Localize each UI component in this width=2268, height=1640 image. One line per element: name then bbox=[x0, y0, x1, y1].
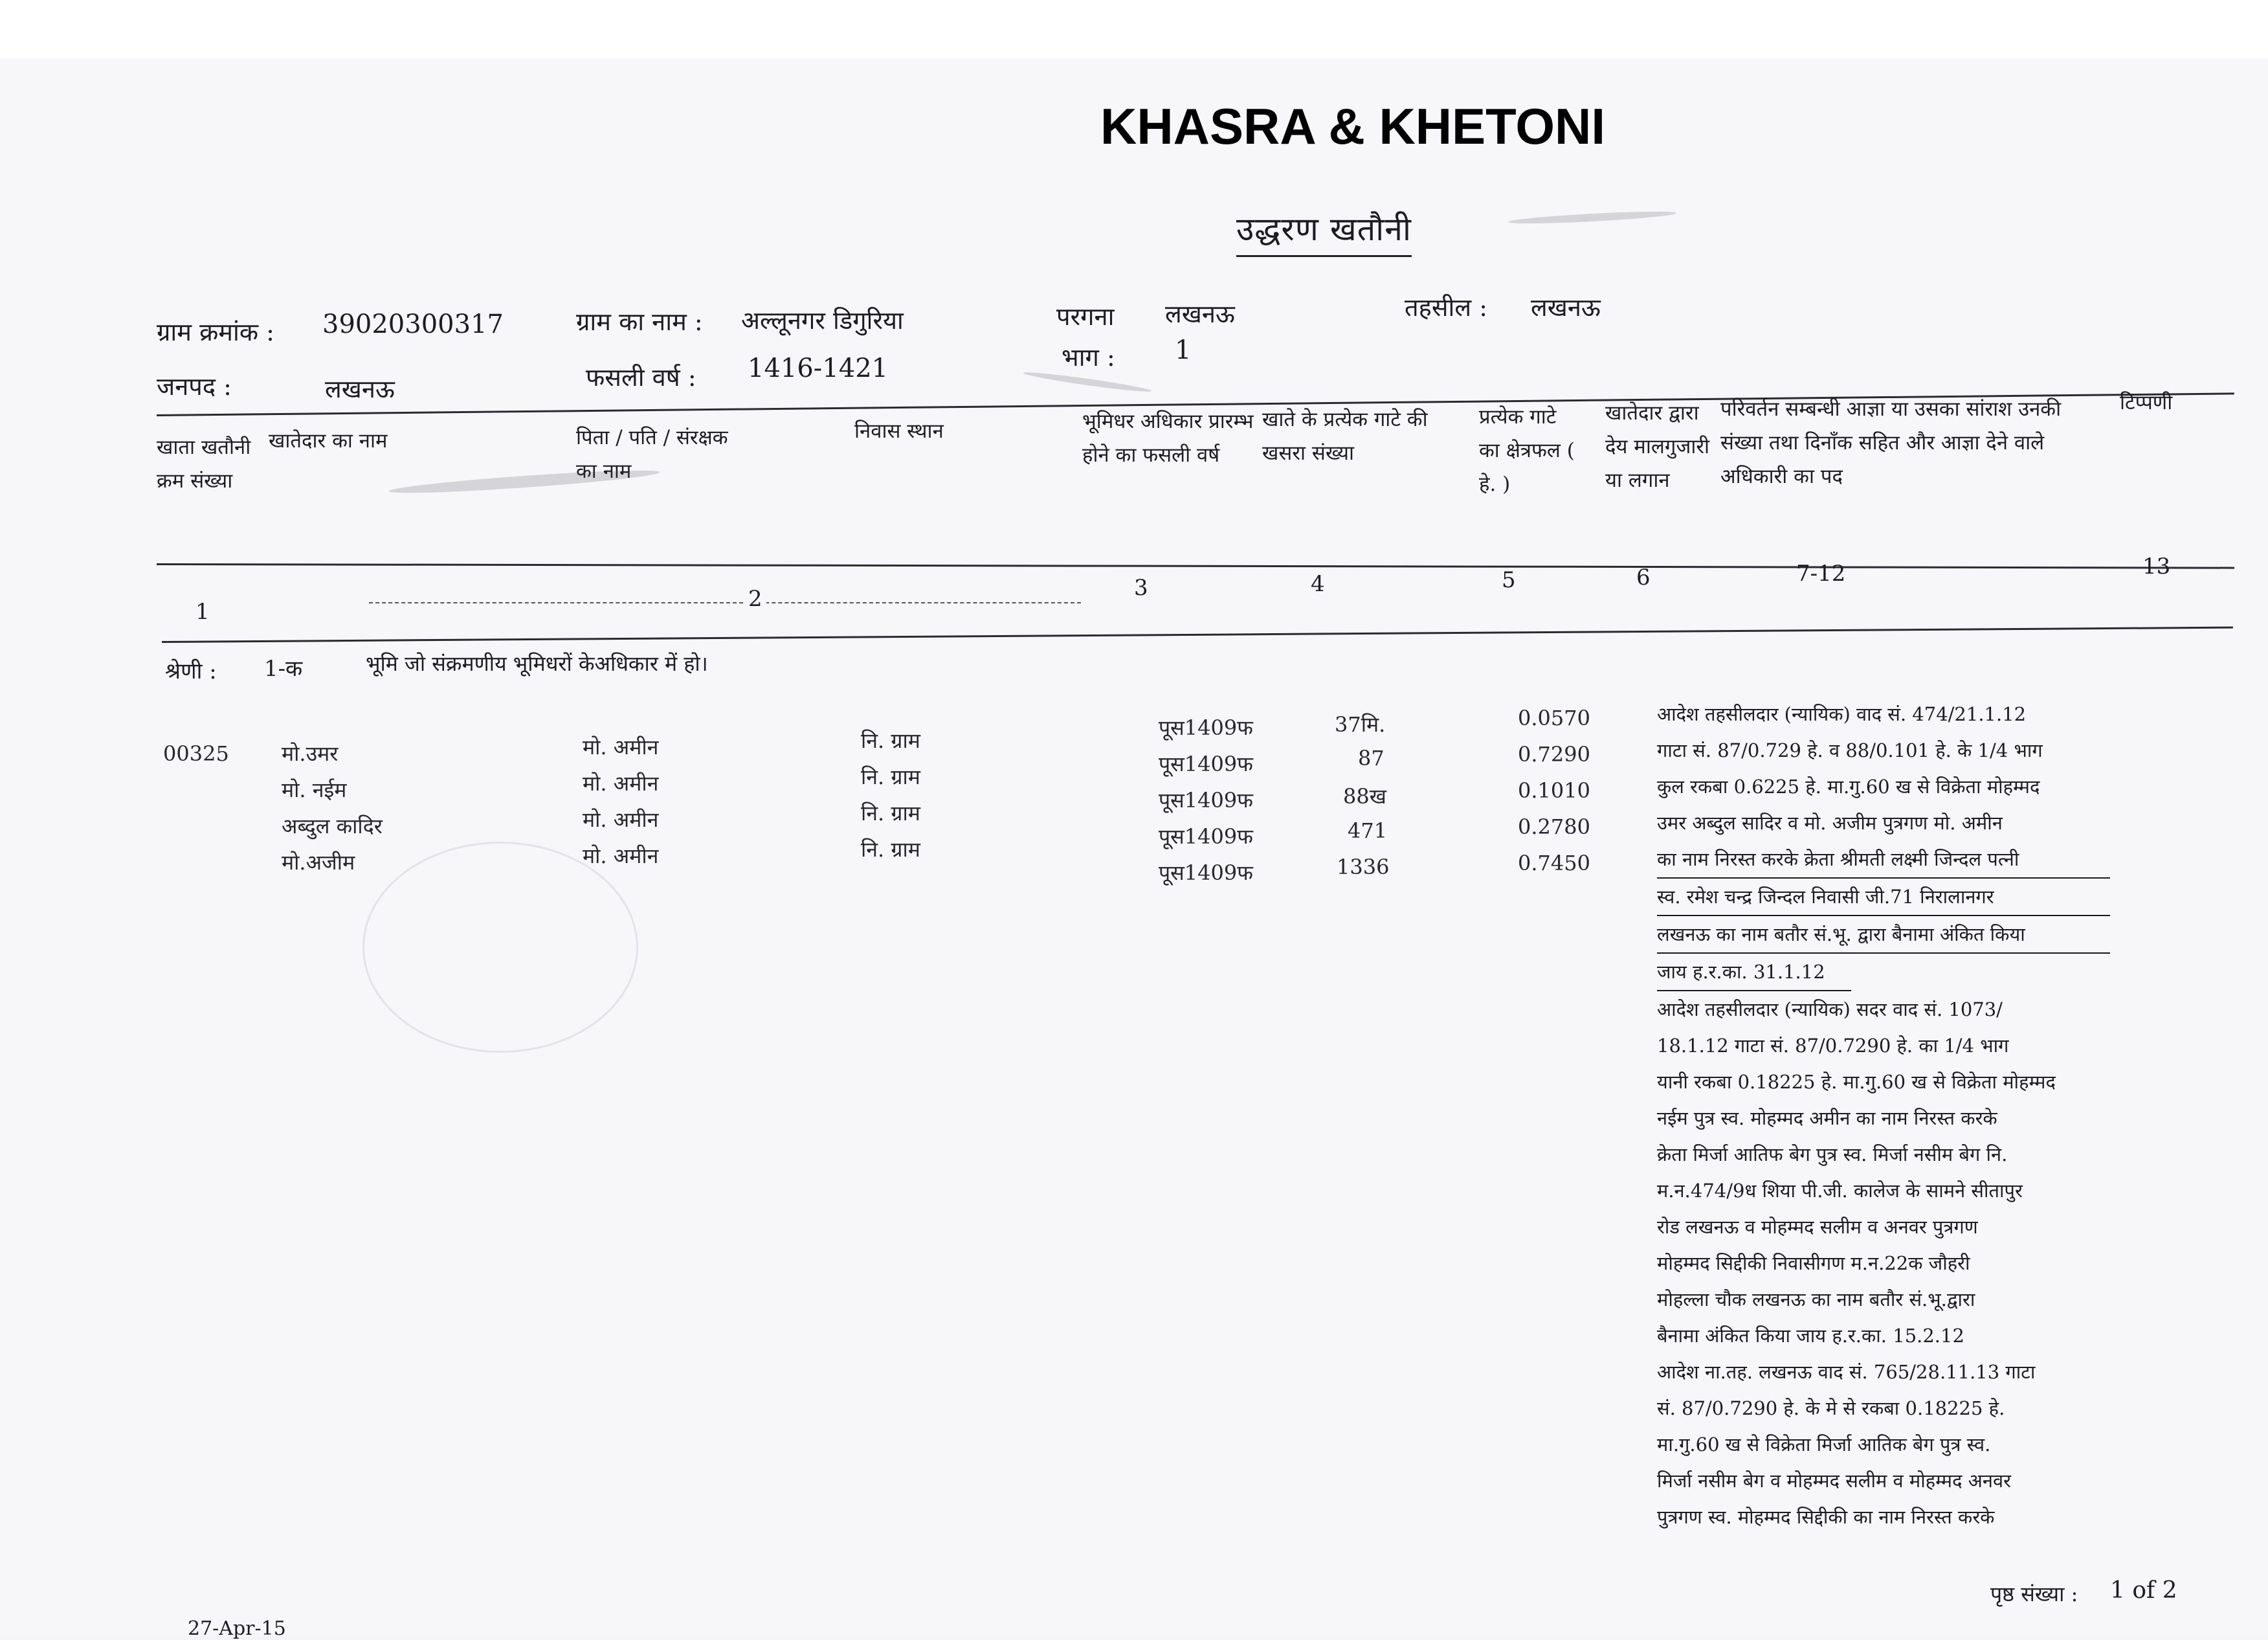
order-line: कुल रकबा 0.6225 हे. मा.गु.60 ख से विक्रेता मोहम्मद bbox=[1657, 776, 2040, 798]
order-line: गाटा सं. 87/0.729 हे. व 88/0.101 हे. के 1/4 भाग bbox=[1657, 739, 2043, 761]
plot-khasra-5: 1336 bbox=[1337, 855, 1390, 879]
janpad-value: लखनऊ bbox=[325, 375, 395, 403]
category-code: 1-क bbox=[264, 656, 303, 682]
header-khasra: खाते के प्रत्येक गाटे की खसरा संख्या bbox=[1262, 408, 1428, 465]
header-father-name: पिता / पति / संरक्षक का नाम bbox=[576, 426, 728, 483]
order-line: पुत्रगण स्व. मोहम्मद सिद्दीकी का नाम निरस्त करके bbox=[1657, 1506, 1995, 1528]
owner-father-3: मो. अमीन bbox=[583, 807, 659, 832]
order-line: क्रेता मिर्जा आतिफ बेग पुत्र स्व. मिर्जा नसीम बेग नि. bbox=[1657, 1143, 2008, 1165]
owner-name-1: मो.उमर bbox=[282, 741, 339, 766]
faded-stamp bbox=[362, 842, 638, 1053]
tehsil-label: तहसील : bbox=[1405, 293, 1488, 322]
order-line: मोहम्मद सिद्दीकी निवासीगण म.न.22क जौहरी bbox=[1657, 1252, 1970, 1274]
plot-year-4: पूस1409फ bbox=[1159, 824, 1253, 849]
order-line: बैनामा अंकित किया जाय ह.र.का. 15.2.12 bbox=[1657, 1325, 1964, 1347]
header-residence: निवास स्थान bbox=[854, 420, 944, 443]
plot-area-2: 0.7290 bbox=[1518, 742, 1590, 767]
header-lagan: खातेदार द्वारा देय मालगुजारी या लगान bbox=[1605, 401, 1710, 492]
bhag-label: भाग : bbox=[1062, 343, 1115, 372]
col-number-3: 3 bbox=[1134, 575, 1148, 601]
order-line: नईम पुत्र स्व. मोहम्मद अमीन का नाम निरस्त करके bbox=[1657, 1107, 1997, 1129]
fasli-label: फसली वर्ष : bbox=[586, 363, 696, 392]
order-line: आदेश तहसीलदार (न्यायिक) सदर वाद सं. 1073/ bbox=[1657, 998, 2003, 1020]
plot-year-2: पूस1409फ bbox=[1159, 752, 1253, 776]
plot-khasra-4: 471 bbox=[1348, 818, 1388, 843]
order-line-underlined: स्व. रमेश चन्द्र जिन्दल निवासी जी.71 निरालानगर bbox=[1657, 879, 2110, 916]
plot-year-1: पूस1409फ bbox=[1159, 715, 1253, 740]
plot-khasra-2: 87 bbox=[1358, 746, 1384, 770]
janpad-label: जनपद : bbox=[157, 372, 232, 401]
bhag-value: 1 bbox=[1175, 335, 1192, 365]
header-owner-name: खातेदार का नाम bbox=[269, 429, 388, 453]
col-number-2: 2 bbox=[744, 586, 766, 612]
col-number-1: 1 bbox=[195, 599, 210, 625]
order-line: 18.1.12 गाटा सं. 87/0.7290 हे. का 1/4 भाग bbox=[1657, 1035, 2009, 1057]
gram-kramank-value: 39020300317 bbox=[322, 309, 504, 339]
banner-title: KHASRA & KHETONI bbox=[1100, 98, 1606, 155]
order-summary-block bbox=[1657, 696, 2110, 1535]
owner-residence-1: नि. ग्राम bbox=[861, 728, 920, 753]
page-number-value: 1 of 2 bbox=[2110, 1577, 2177, 1604]
gram-naam-label: ग्राम का नाम : bbox=[576, 308, 703, 336]
order-line: उमर अब्दुल सादिर व मो. अजीम पुत्रगण मो. अमीन bbox=[1657, 812, 2003, 834]
col-number-4: 4 bbox=[1311, 571, 1325, 597]
header-area: प्रत्येक गाटे का क्षेत्रफल ( हे. ) bbox=[1479, 405, 1575, 496]
footer-date: 27-Apr-15 bbox=[188, 1617, 286, 1640]
plot-area-3: 0.1010 bbox=[1518, 778, 1590, 803]
col-number-6: 6 bbox=[1636, 565, 1651, 590]
column-number-rule bbox=[162, 627, 2233, 643]
page-number-label: पृष्ठ संख्या : bbox=[1990, 1582, 2078, 1606]
plot-year-5: पूस1409फ bbox=[1159, 860, 1253, 885]
order-line-underlined: जाय ह.र.का. 31.1.12 bbox=[1657, 954, 1851, 991]
order-line-underlined: का नाम निरस्त करके क्रेता श्रीमती लक्ष्मी जिन्दल पत्नी bbox=[1657, 841, 2110, 879]
category-label: श्रेणी : bbox=[165, 658, 217, 684]
plot-area-4: 0.2780 bbox=[1518, 814, 1590, 839]
order-line: मोहल्ला चौक लखनऊ का नाम बतौर सं.भू.द्वारा bbox=[1657, 1288, 1975, 1310]
header-bottom-rule bbox=[157, 563, 2234, 569]
owner-name-2: मो. नईम bbox=[282, 778, 347, 802]
category-text: भूमि जो संक्रमणीय भूमिधरों केअधिकार में हो। bbox=[366, 651, 708, 676]
document-title: उद्धरण खतौनी bbox=[1236, 206, 1412, 257]
plot-year-3: पूस1409फ bbox=[1159, 788, 1253, 813]
pargana-label: परगना bbox=[1056, 302, 1115, 331]
col-2-dash-line bbox=[369, 602, 1081, 603]
owner-father-2: मो. अमीन bbox=[583, 771, 659, 796]
col-number-13: 13 bbox=[2142, 554, 2171, 579]
owner-father-4: मो. अमीन bbox=[583, 844, 659, 868]
owner-residence-3: नि. ग्राम bbox=[861, 801, 920, 826]
gram-naam-value: अल्लूनगर डिगुरिया bbox=[741, 306, 904, 335]
owner-father-1: मो. अमीन bbox=[583, 735, 659, 759]
order-line: आदेश तहसीलदार (न्यायिक) वाद सं. 474/21.1.12 bbox=[1657, 703, 2027, 725]
header-orders: परिवर्तन सम्बन्धी आज्ञा या उसका सांराश उनकी संख्या तथा दिनाँक सहित और आज्ञा देने वाले अधिकारी का पद bbox=[1720, 398, 2062, 488]
owner-name-3: अब्दुल कादिर bbox=[282, 814, 383, 838]
order-line: सं. 87/0.7290 हे. के मे से रकबा 0.18225 हे. bbox=[1657, 1397, 2005, 1419]
order-line-underlined: लखनऊ का नाम बतौर सं.भू. द्वारा बैनामा अंकित किया bbox=[1657, 916, 2110, 954]
order-line: रोड लखनऊ व मोहम्मद सलीम व अनवर पुत्रगण bbox=[1657, 1216, 1978, 1238]
scan-smudge bbox=[1508, 209, 1676, 226]
fasli-value: 1416-1421 bbox=[748, 354, 889, 383]
plot-area-5: 0.7450 bbox=[1518, 851, 1590, 875]
pargana-value: लखनऊ bbox=[1165, 300, 1235, 328]
plot-area-1: 0.0570 bbox=[1518, 706, 1590, 730]
order-line: आदेश ना.तह. लखनऊ वाद सं. 765/28.11.13 गाटा bbox=[1657, 1361, 2036, 1383]
header-remarks: टिप्पणी bbox=[2120, 391, 2173, 414]
col-number-7-12: 7-12 bbox=[1796, 561, 1846, 587]
header-fasli-year: भूमिधर अधिकार प्रारम्भ होने का फसली वर्ष bbox=[1082, 410, 1254, 467]
order-line: म.न.474/9ध शिया पी.जी. कालेज के सामने सीतापुर bbox=[1657, 1180, 2023, 1202]
scan-top-margin bbox=[0, 0, 2268, 58]
tehsil-value: लखनऊ bbox=[1531, 293, 1601, 322]
header-khata: खाता खतौनी क्रम संख्या bbox=[157, 436, 251, 493]
order-line: मा.गु.60 ख से विक्रेता मिर्जा आतिक बेग पुत्र स्व. bbox=[1657, 1433, 1991, 1455]
account-number: 00325 bbox=[163, 741, 229, 766]
order-line: मिर्जा नसीम बेग व मोहम्मद सलीम व मोहम्मद अनवर bbox=[1657, 1470, 2011, 1492]
col-number-5: 5 bbox=[1502, 567, 1516, 593]
owner-residence-4: नि. ग्राम bbox=[861, 837, 920, 862]
plot-khasra-3: 88ख bbox=[1343, 784, 1386, 809]
owner-name-4: मो.अजीम bbox=[282, 850, 355, 875]
gram-kramank-label: ग्राम क्रमांक : bbox=[157, 318, 274, 346]
plot-khasra-1: 37मि. bbox=[1335, 712, 1386, 737]
owner-residence-2: नि. ग्राम bbox=[861, 765, 920, 789]
order-line: यानी रकबा 0.18225 हे. मा.गु.60 ख से विक्रेता मोहम्मद bbox=[1657, 1071, 2056, 1093]
